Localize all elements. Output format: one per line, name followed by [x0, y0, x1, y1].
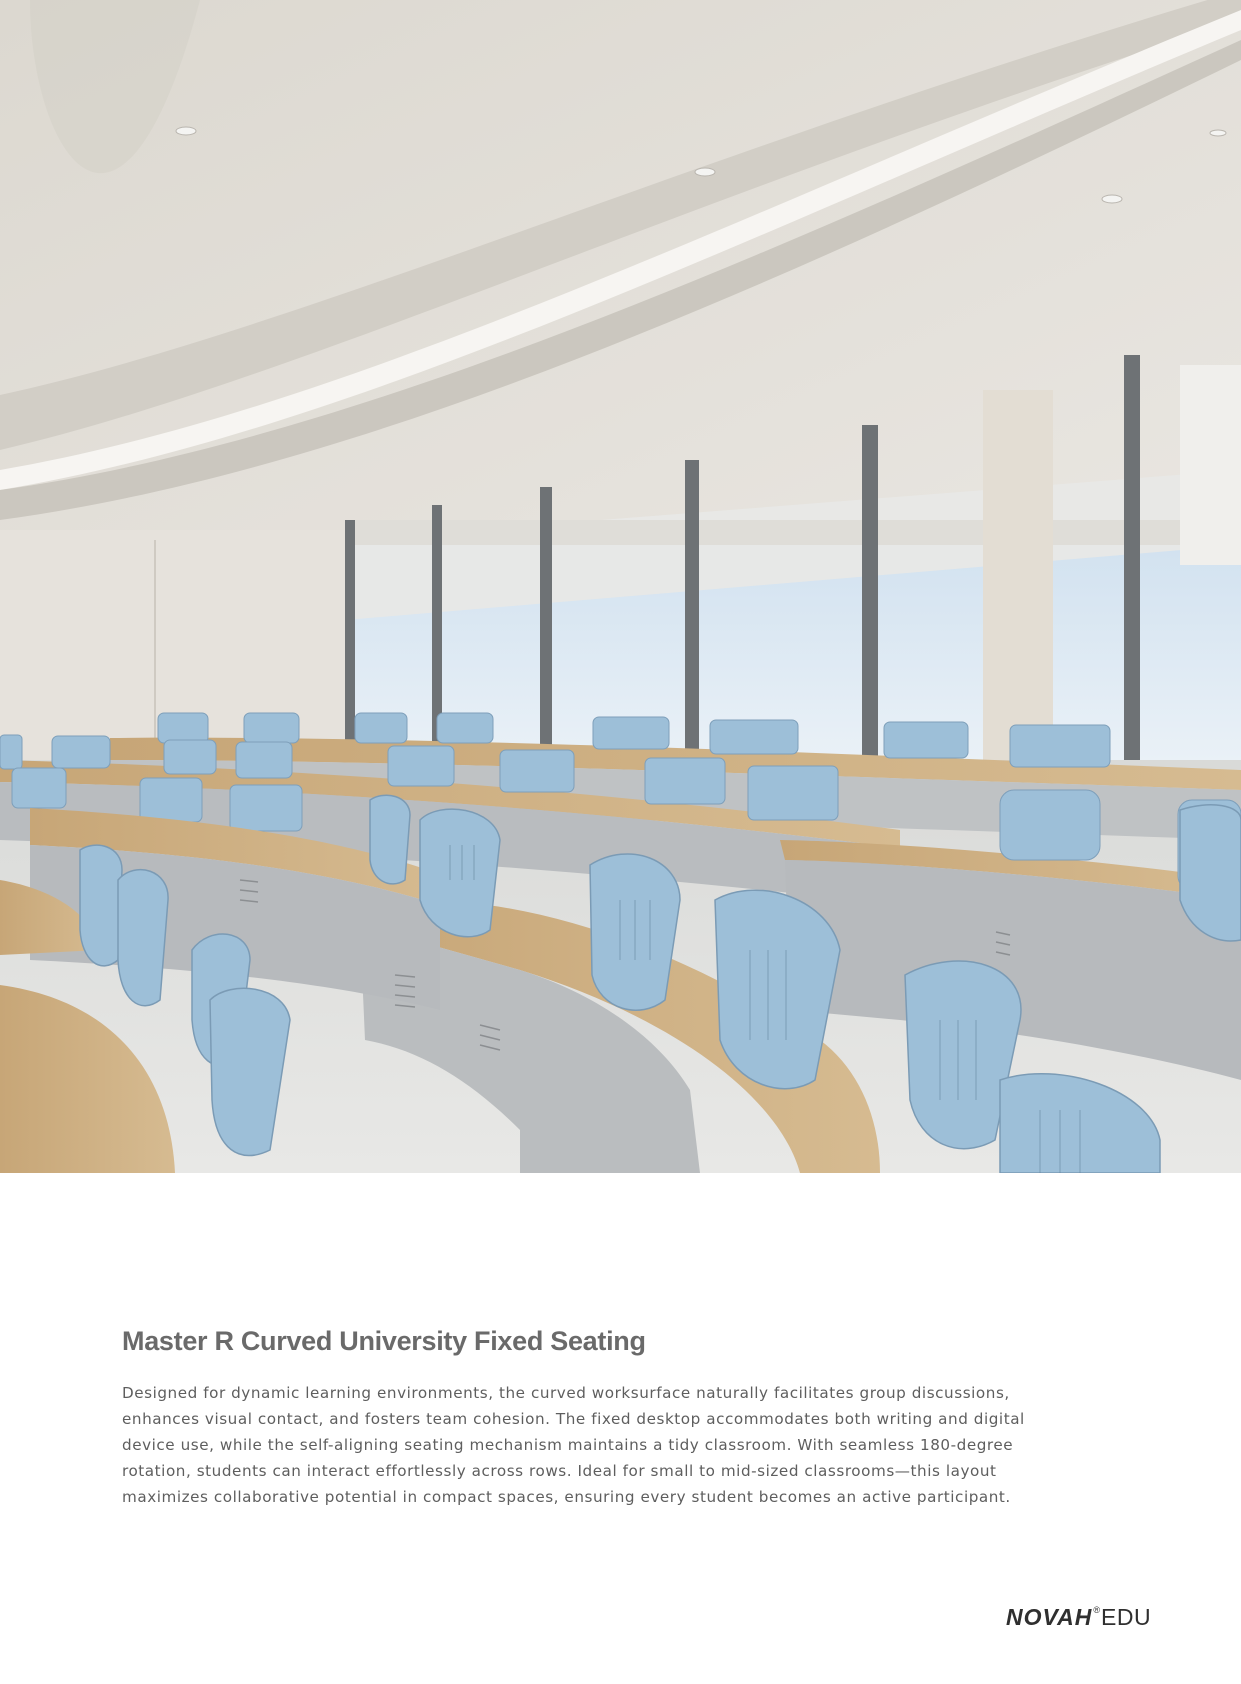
brand-name: NOVAH [1006, 1604, 1093, 1630]
description-line: device use, while the self-aligning seating mechanism maintains a tidy classroom. With seamless 180-degree [122, 1436, 1014, 1454]
brand-logo [1006, 1604, 1151, 1630]
product-description [122, 1380, 1122, 1510]
description-line: rotation, students can interact effortlessly across rows. Ideal for small to mid-sized classrooms—this layout [122, 1462, 997, 1480]
brand-suffix: EDU [1101, 1604, 1152, 1630]
description-line: enhances visual contact, and fosters team cohesion. The fixed desktop accommodates both writing and digital [122, 1410, 1025, 1428]
registered-mark: ® [1093, 1605, 1100, 1615]
description-line: maximizes collaborative potential in compact spaces, ensuring every student becomes an active participant. [122, 1488, 1011, 1506]
product-title: Master R Curved University Fixed Seating [122, 1326, 646, 1356]
description-line: Designed for dynamic learning environments, the curved worksurface naturally facilitates group discussions, [122, 1384, 1010, 1402]
